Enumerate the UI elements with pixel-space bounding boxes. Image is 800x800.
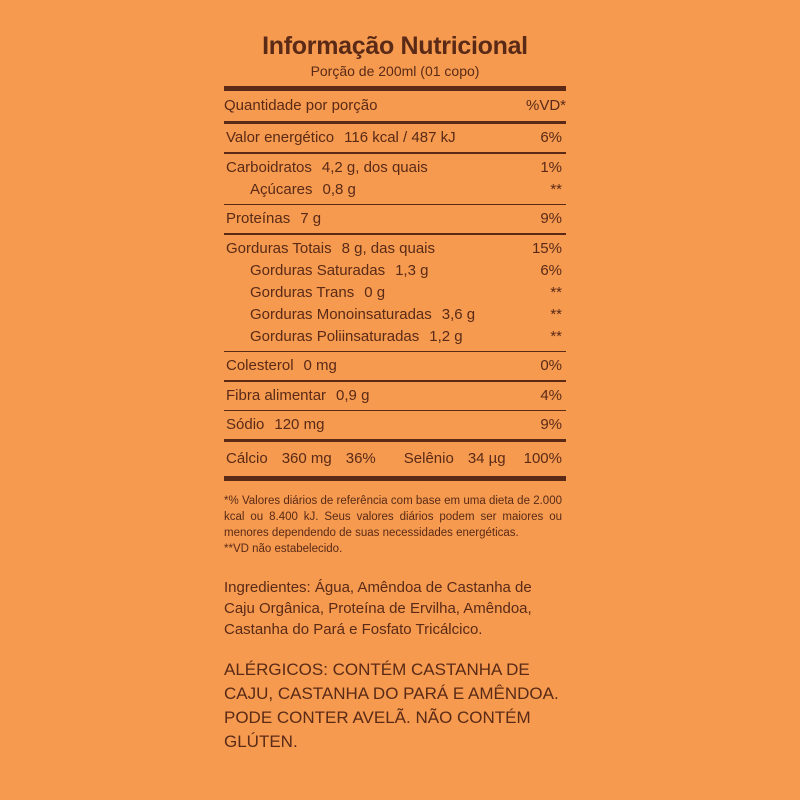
footnote [224,493,566,557]
nutrient-vd: ** [550,180,562,198]
table-header [224,91,566,121]
nutrient-amount: 120 mg [274,416,325,433]
row-calcio-selenio [224,442,566,476]
nutrient-vd: 6% [540,129,562,146]
nutrient-name: Fibra alimentar [226,386,327,404]
nutrient-amount: 0,8 g [322,180,356,198]
nutrient-amount: 1,3 g [395,261,429,279]
nutrient-name: Sódio [226,416,265,433]
nutrient-amount: 360 mg [281,450,332,467]
allergens: ALÉRGICOS: CONTÉM CASTANHA DE CAJU, CASTANHA DO PARÁ E AMÊNDOA. PODE CONTER AVELÃ. NÃO CONTÉM GLÚTEN. [224,660,559,751]
nutrient-name: Gorduras Poliinsaturadas [250,327,420,345]
row-acucares [224,179,566,201]
nutrient-vd: ** [550,305,562,323]
nutrient-name: Valor energético [226,129,335,146]
row-carboidratos [224,154,566,204]
nutrition-panel [224,30,566,754]
ingredients: Ingredientes: Água, Amêndoa de Castanha de Caju Orgânica, Proteína de Ervilha, Amêndoa, Castanha do Pará e Fosfato Tricálcico. [224,579,532,638]
row-sodio [224,411,566,439]
nutrient-name: Carboidratos [226,158,312,176]
nutrient-amount: 8 g, das quais [341,239,436,257]
nutrient-name: Gorduras Trans [250,283,355,301]
nutrient-amount: 3,6 g [441,305,476,323]
nutrient-vd: 4% [540,386,562,404]
page-title: Informação Nutricional [262,32,528,60]
nutrient-amount: 7 g [300,210,322,227]
row-proteinas [224,205,566,233]
nutrient-amount: 0 g [364,283,386,301]
row-fibra [224,382,566,410]
nutrient-vd: 0% [540,357,562,374]
nutrient-vd: 1% [540,158,562,176]
row-gorduras-poli [224,326,566,348]
nutrient-amount: 0 mg [303,357,337,374]
nutrient-name: Gorduras Saturadas [250,261,386,279]
nutrient-amount: 116 kcal / 487 kJ [344,129,456,146]
nutrient-vd: 9% [540,210,562,227]
row-gorduras-saturadas [224,260,566,282]
col-label: Quantidade por porção [224,97,378,114]
row-colesterol [224,352,566,380]
nutrient-amount: 0,9 g [336,386,370,404]
row-gorduras-mono [224,304,566,326]
nutrient-vd: 36% [345,450,376,467]
footnote-reference: *% Valores diários de referência com base em uma dieta de 2.000 kcal ou 8.400 kJ. Seus valores diários podem ser maiores ou menores dependendo de suas necessidades energéticas. [224,495,562,539]
nutrient-name: Proteínas [226,210,291,227]
col-vd: %VD* [525,97,566,114]
nutrient-name: Selênio [403,450,454,467]
serving-size: Porção de 200ml (01 copo) [310,63,480,79]
nutrient-amount: 1,2 g [429,327,463,345]
nutrient-name: Colesterol [226,357,294,374]
nutrient-name: Cálcio [226,450,268,467]
nutrient-amount: 34 µg [467,450,506,467]
nutrient-name: Açúcares [250,180,313,198]
nutrient-name: Gorduras Monoinsaturadas [250,305,432,323]
nutrient-vd: ** [550,283,562,301]
nutrient-name: Gorduras Totais [226,239,332,257]
nutrient-vd: 100% [523,450,562,467]
nutrient-vd: 15% [531,239,562,257]
nutrient-vd: ** [550,327,562,345]
row-gorduras-trans [224,282,566,304]
row-energia [224,124,566,152]
divider [224,476,566,481]
footnote-vd: **VD não estabelecido. [224,543,343,555]
nutrient-vd: 6% [540,261,562,279]
row-gorduras [224,235,566,351]
nutrient-vd: 9% [540,416,562,433]
nutrient-amount: 4,2 g, dos quais [321,158,428,176]
